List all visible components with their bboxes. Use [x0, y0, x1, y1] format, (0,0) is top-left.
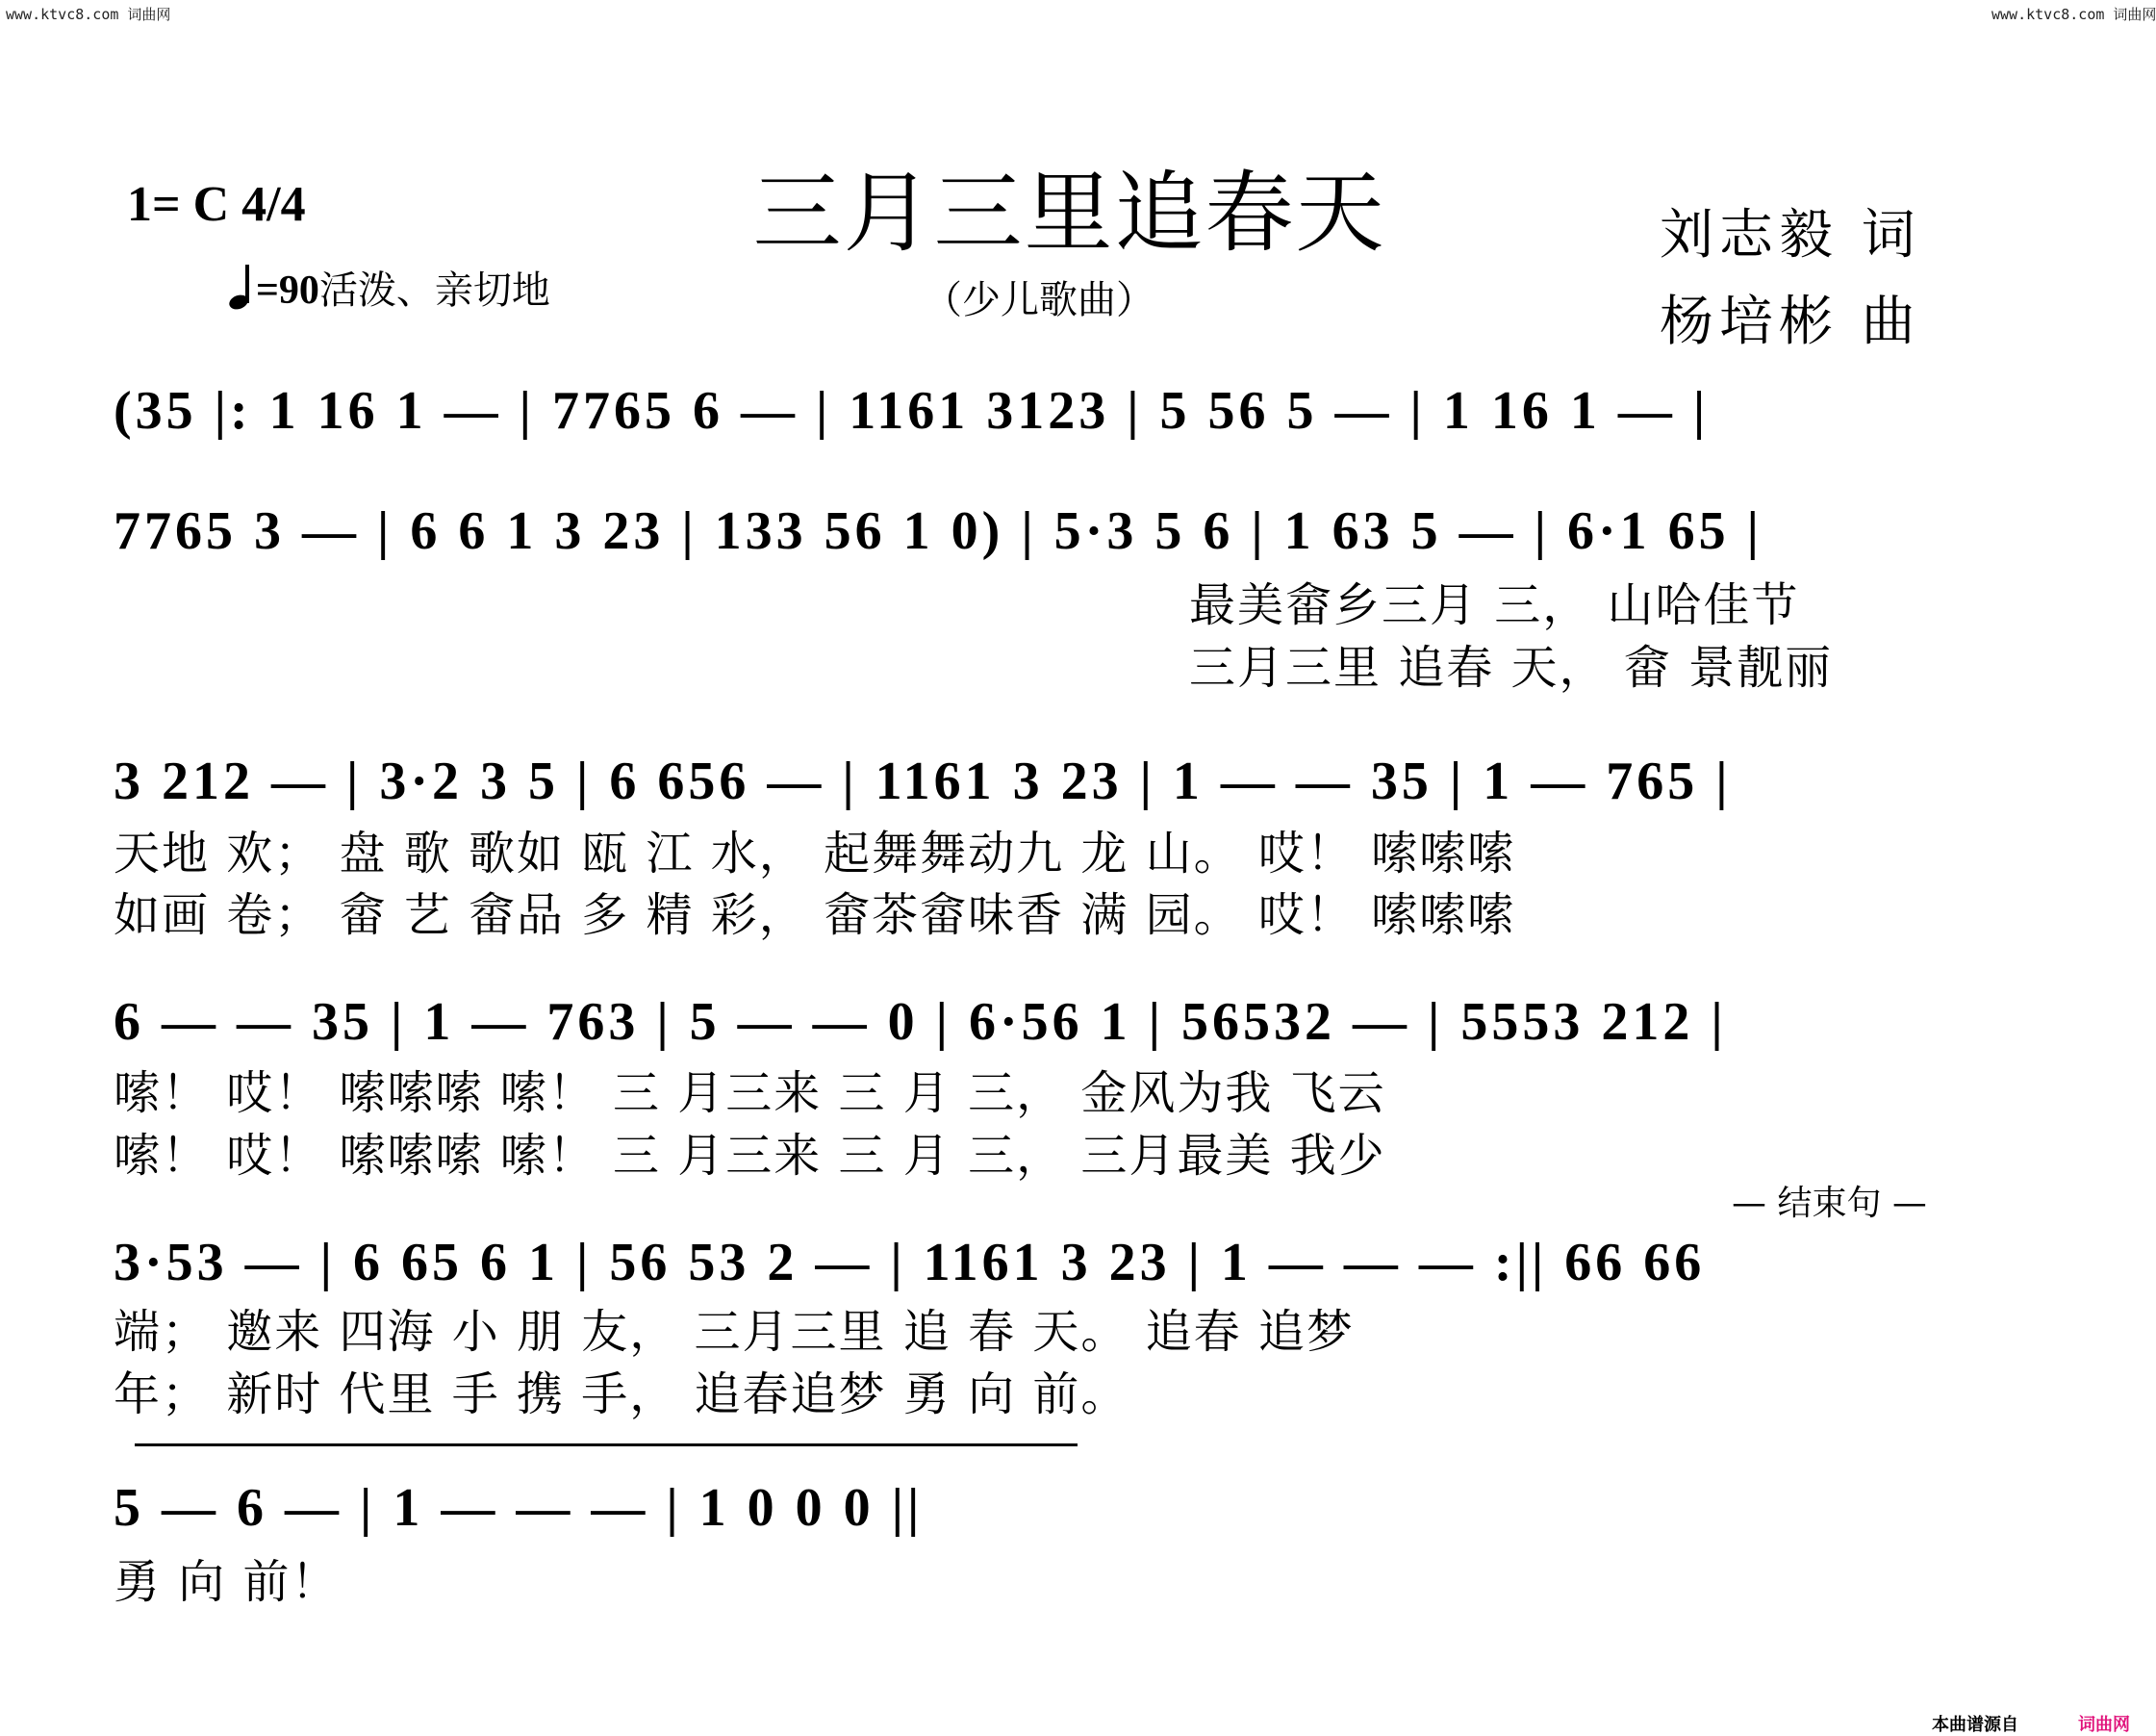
lyric-line-5: 嗦！ 哎！ 嗦嗦嗦 嗦！ 三 月三来 三 月 三， 金风为我 飞云: [114, 1066, 1386, 1120]
tempo-marking: [229, 260, 550, 315]
lyric-line-8: 年； 新时 代里 手 携 手， 追春追梦 勇 向 前。: [114, 1367, 1129, 1421]
lyric-line-9: 勇 向 前！: [114, 1555, 340, 1609]
song-title: 三月三里追春天: [752, 162, 1386, 265]
composer-credit: 杨培彬 曲: [1660, 291, 1921, 353]
score-line-2: 7765 3 — | 6 6 1 3 23 | 133 56 1 0) | 5·3 5 6 | 1 63 5 — | 6·1 65 |: [114, 501, 1763, 561]
score-line-4: 6 — — 35 | 1 — 763 | 5 — — 0 | 6·56 1 | 56532 — | 5553 212 |: [114, 992, 1727, 1052]
score-line-5: 3·53 — | 6 65 6 1 | 56 53 2 — | 1161 3 23 | 1 — — — :|| 66 66: [114, 1233, 1706, 1292]
song-subtitle: （少儿歌曲）: [924, 278, 1154, 322]
lyricist-credit: 刘志毅 词: [1660, 204, 1921, 267]
tempo-number: =90: [256, 268, 319, 313]
lyric-line-4: 如画 卷； 畲 艺 畲品 多 精 彩， 畲茶畲味香 满 园。 哎！ 嗦嗦嗦: [114, 888, 1516, 942]
ending-label-text: 结束句: [1777, 1184, 1882, 1223]
quarter-note-icon: [229, 265, 252, 309]
lyric-line-2: 三月三里 追春 天， 畲 景靓丽: [1189, 641, 1834, 695]
score-line-1: (35 |: 1 16 1 — | 7765 6 — | 1161 3123 | 5 56 5 — | 1 16 1 — |: [114, 381, 1710, 441]
lyric-line-1: 最美畲乡三月 三， 山哈佳节: [1189, 578, 1800, 632]
lyric-line-6: 嗦！ 哎！ 嗦嗦嗦 嗦！ 三 月三来 三 月 三， 三月最美 我少: [114, 1129, 1386, 1183]
key-signature: 1= C 4/4: [127, 177, 306, 232]
score-line-3: 3 212 — | 3·2 3 5 | 6 656 — | 1161 3 23 | 1 — — 35 | 1 — 765 |: [114, 752, 1732, 811]
score-line-6: 5 — 6 — | 1 — — — | 1 0 0 0 ||: [114, 1478, 924, 1538]
site-watermark-right: www.ktvc8.com 词曲网: [1991, 6, 2156, 23]
slur-line: [135, 1443, 1078, 1446]
lyric-line-3: 天地 欢； 盘 歌 歌如 瓯 江 水， 起舞舞动九 龙 山。 哎！ 嗦嗦嗦: [114, 827, 1516, 881]
lyric-line-7: 端； 邀来 四海 小 朋 友， 三月三里 追 春 天。 追春 追梦: [114, 1305, 1355, 1359]
tempo-mood: 活泼、亲切地: [318, 268, 550, 313]
ending-label: — 结束句 —: [1732, 1184, 1927, 1223]
site-watermark-left: www.ktvc8.com 词曲网: [6, 6, 171, 23]
footer-site-name: 词曲网: [2078, 1715, 2130, 1735]
footer-source-label: 本曲谱源自: [1932, 1715, 2018, 1735]
